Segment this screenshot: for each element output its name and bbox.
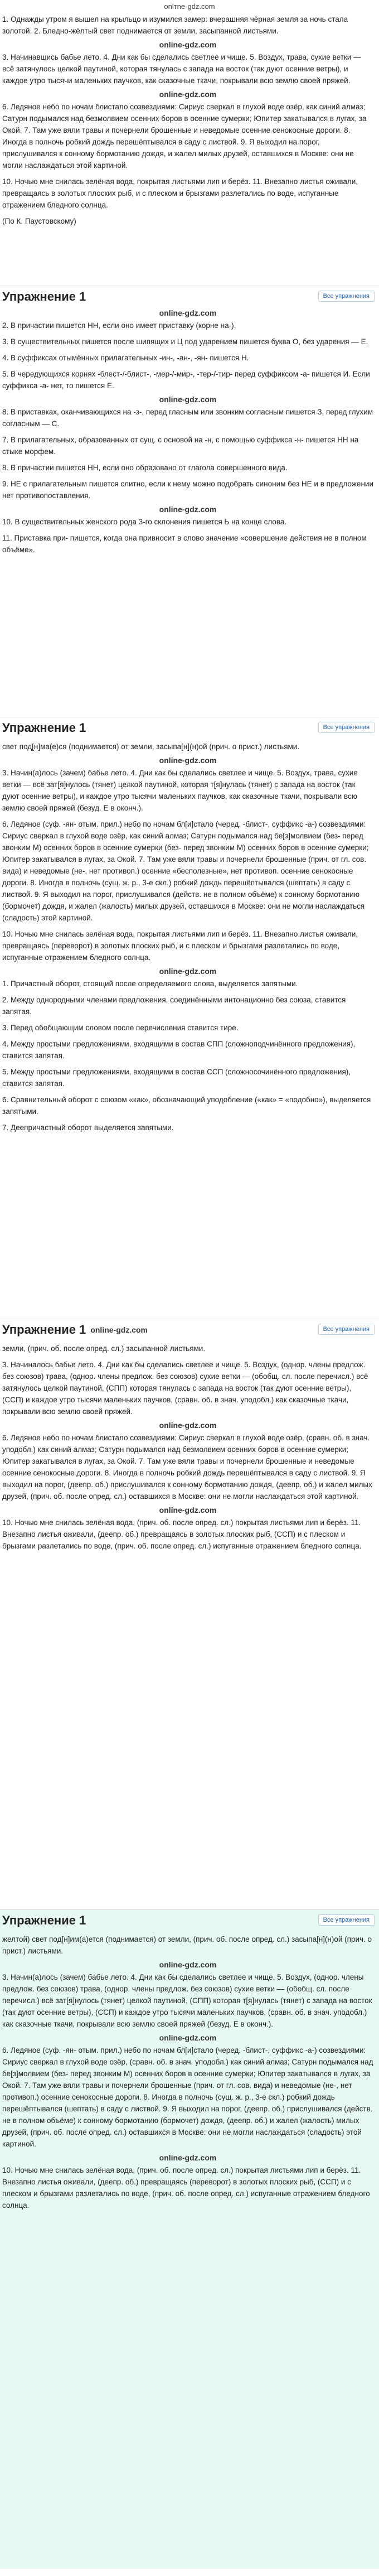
rule-item: 3. Перед обобщающим словом после перечисления ставится тире. [2,1024,239,1032]
watermark: online-gdz.com [159,1421,217,1430]
rule-item: 4. В суффиксах отымённых прилагательных -ин-, -ан-, -ян- пишется Н. [2,354,249,362]
text-paragraph: 10. Ночью мне снилась зелёная вода, (прич. об. после опред. сл.) покрытая листьями лип и берёз. 11. Внезапно листья оживали, (деепр. об.) превращаясь (переворот) в золотых плоских рыб, (ССП) и с плеском и брызгами разлетались по воде, (прич. об. после опред. сл.) испуганные отражением бледного солнца. [2,2166,370,2210]
text-paragraph: 10. Ночью мне снилась зелёная вода, покрытая листьями лип и берёз. 11. Внезапно листья оживали, превращаясь в золотых плоских рыб, и с плеском и брызгами разлетались по воде, испуганные отражением бледного солнца. [2,177,358,209]
rule-item: 6. Сравнительный оборот с союзом «как», обозначающий уподобление («как» = «подобно»), выделяется запятыми. [2,1096,371,1116]
rule-item: 9. НЕ с прилагательным пишется слитно, если к нему можно подобрать синоним без НЕ и в предложении нет противопоставления. [2,480,373,500]
watermark: online-gdz.com [90,1325,148,1334]
rule-item: 4. Между простыми предложениями, входящими в состав СПП (сложноподчинённого предложения), ставится запятая. [2,1040,356,1060]
watermark: online-gdz.com [159,505,217,514]
text-paragraph: 10. Ночью мне снилась зелёная вода, покрытая листьями лип и берёз. 11. Внезапно листья оживали, превращаясь (переворот) в золотых плоских рыб, и с плеском и брызгами разлетались по воде, испуганные отражением бледного солнца. [2,930,358,962]
site-domain-header[interactable]: onlтne-gdz.com [164,2,215,11]
text-paragraph: свет под[н]ма(е)ся (поднимается) от земли, засыпа[н](н)ой (прич. о прист.) листьями. [2,742,300,751]
text-paragraph: желтой) свет под[н]им(а)ется (поднимается) от земли, (прич. об. после опред. сл.) засыпа[н](н)ой (прич. о прист.) листьями. [2,1935,372,1955]
watermark: online-gdz.com [159,395,217,404]
exercise-title: Упражнение 1 [2,721,86,735]
spelling-annotated-panel [0,717,379,1319]
rule-item: 3. В существительных пишется после шипящих и Ц под ударением пишется буква О, без ударения — Е. [2,337,368,346]
watermark: online-gdz.com [159,1506,217,1514]
all-exercises-button[interactable]: Все упражнения [318,1914,375,1926]
punctuation-annotated-panel [0,1319,379,1909]
rule-item: 7. Деепричастный оборот выделяется запятыми. [2,1123,174,1132]
all-exercises-button[interactable]: Все упражнения [318,722,375,733]
exercise-title: Упражнение 1 [2,1323,86,1337]
text-paragraph: 3. Начин(а)лось (зачем) бабье лето. 4. Дни как бы сделались светлее и чище. 5. Воздух, трава, сухие ветки — всё зат[я]нулось (тянет) целкой паутиной, которая т[я]нулась (тянет) с запада на восток (так дуют осенние ветры), и каждое утро тысячи маленьких паучков, как сказочные ткачи, покрывали всю землю своей пряжей (безуд. Е в оконч.). [2,769,358,812]
full-annotated-panel [0,1910,379,2569]
rule-item: 11. Приставка при- пишется, когда она привносит в слово значение «совершение действия не в полном объёме». [2,534,367,554]
exercise-title: Упражнение 1 [2,1913,86,1927]
source-text-panel [0,11,379,286]
text-paragraph: земли, (прич. об. после опред. сл.) засыпанной листьями. [2,1344,206,1353]
text-paragraph: 10. Ночью мне снилась зелёная вода, (прич. об. после опред. сл.) покрытая листьями лип и берёз. 11. Внезапно листья оживали, (деепр. об.) превращаясь в золотых плоских рыб, (ССП) и с плеском и брызгами разлетались по воде, (прич. об. после опред. сл.) испуганные отражением бледного солнца. [2,1518,362,1550]
author-attribution: (По К. Паустовскому) [2,217,76,225]
rules-panel [0,286,379,717]
watermark: online-gdz.com [159,2153,217,2162]
rule-item: 1. Причастный оборот, стоящий после определяемого слова, выделяется запятыми. [2,980,298,988]
text-paragraph: 1. Однажды утром я вышел на крыльцо и изумился замер: вчерашняя чёрная земля за ночь стала золотой. 2. Бледно-жёлтый свет поднимается от земли, засыпанной листьями. [2,15,348,35]
watermark: online-gdz.com [159,40,217,49]
watermark: online-gdz.com [159,308,217,317]
text-paragraph: 3. Начин(а)лось (зачем) бабье лето. 4. Дни как бы сделались светлее и чище. 5. Воздух, (однор. члены предлож. без союзов) трава, (однор. члены предлож. без союзов) сухие ветки — (обобщ. сл. после перечисл.) всё зат[я]нулось (тянет) целкой паутиной, (СПП) которая т[я]нулась (тянет) с запада на восток (так дуют осенние ветры), (ССП) и каждое утро тысячи маленьких паучков, (сравн. об. в знач. уподобл.) как сказочные ткачи, покрывали всю землю своей пряжей (безуд. Е в оконч.). [2,1973,372,2028]
text-paragraph: 6. Ледяное (суф. -ян- отым. прил.) небо по ночам бл[и]стало (черед. -блист-, суффикс -а-) созвездиями: Сириус сверкал в глухой воде озёр, (сравн. об. в знач. уподобл.) как синий алмаз; Сатурн подымался над бе[з]молвием (без- перед звонким М) осенних боров в осенние сумерки; Юпитер закатывался в лугах, за Окой. 7. Там уже вяли травы и почернели брошенные (прич. от гл. сов. вида) и неведомые (не-, нет противоп.) осенние сенокосные дороги. 8. Иногда в полночь (сущ. ж. р., 3-е скл.) робкий дождь перешёптывался (шептать) в саду с листвой. 9. Я выходил на порог, (деепр. об.) прислушивался (действ. не в полном объёме) к сонному бормотанию (бормочет) дождя, (деепр. об.) и жалел (жалость) милых друзей, (прич. об. после опред. сл.) оставшихся в Москве: они не могли наслаждаться (сладость) этой картиной. [2,2046,373,2148]
exercise-title: Упражнение 1 [2,290,86,303]
rule-item: 5. В чередующихся корнях -блест-/-блист-, -мер-/-мир-, -тер-/-тир- перед суффиксом -а- пишется И. Если суффикса -а- нет, то пишется Е. [2,370,370,390]
rule-item: 2. В причастии пишется НН, если оно имеет приставку (корне на-). [2,321,236,330]
watermark: online-gdz.com [159,1960,217,1969]
rule-item: 8. В приставках, оканчивающихся на -з-, перед гласным или звонким согласным пишется З, перед глухим согласным — С. [2,408,373,428]
all-exercises-button[interactable]: Все упражнения [318,291,375,302]
text-paragraph: 6. Ледяное (суф. -ян- отым. прил.) небо по ночам бл[и]стало (черед. -блист-, суффикс -а-) созвездиями: Сириус сверкал в глухой воде озёр, как синий алмаз; Сатурн подымался над бе[з]молвием (без- перед звонким М) осенних боров в осенние сумерки (без- перед звонким М) осенних боров в осенние сумерки; Юпитер закатывался в лугах, за Окой. 7. Там уже вяли травы и почернели брошенные (прич. от гл. сов. вида) и неведомые (не-, нет противоп.) осенние «бесполезные», нет противоп. осенние сенокосные дороги. 8. Иногда в полночь (сущ. ж. р., 3-е скл.) робкий дождь перешёптывался (шептать) в саду с листвой. 9. Я выходил на порог, прислушивался (действ. не в полном объёме) к сонному бормотанию (бормочет) дождя, и жалел (жалость) милых друзей, оставшихся в Москве: они не могли наслаждаться (сладость) этой картиной. [2,820,369,922]
rule-item: 2. Между однородными членами предложения, соединёнными интонационно без союза, ставится запятая. [2,996,346,1016]
watermark: online-gdz.com [159,90,217,99]
rule-item: 10. В существительных женского рода 3-го склонения пишется Ь на конце слова. [2,518,287,526]
watermark: online-gdz.com [159,756,217,765]
text-paragraph: 3. Начиналось бабье лето. 4. Дни как бы сделались светлее и чище. 5. Воздух, (однор. члены предлож. без союзов) трава, (однор. члены предлож. без союзов) сухие ветки — (обобщ. сл. после перечисл.) всё затянулось целкой паутиной, (СПП) которая тянулась с запада на восток (так дуют осенние ветры), (ССП) и каждое утро тысячи маленьких паучков, (сравн. об. в знач. уподобл.) как сказочные ткачи, покрывали всю землю своей пряжей. [2,1361,368,1416]
all-exercises-button[interactable]: Все упражнения [318,1324,375,1335]
text-paragraph: 6. Ледяное небо по ночам блистало созвездиями: Сириус сверкал в глухой воде озёр, (сравн. об. в знач. уподобл.) как синий алмаз; Сатурн подымался над безмолвием осенних боров в осенние сумерки; Юпитер закатывался в лугах, за Окой. 7. Там уже вяли травы и почернели брошенные и неведомые осенние сенокосные дороги. 8. Иногда в полночь робкий дождь перешёптывался в саду с листвой. 9. Я выходил на порог, (деепр. об.) прислушивался к сонному бормотанию дождя, (деепр. об.) и жалел милых друзей, (прич. об. после опред. сл.) оставшихся в Москве: они не могли наслаждаться этой картиной. [2,1434,372,1501]
rule-item: 5. Между простыми предложениями, входящими в состав ССП (сложносочинённого предложения), ставится запятая. [2,1068,351,1088]
watermark: online-gdz.com [159,2033,217,2042]
text-paragraph: 6. Ледяное небо по ночам блистало созвездиями: Сириус сверкал в глухой воде озёр, как синий алмаз; Сатурн подымался над безмолвием осенних боров в осенние сумерки; Юпитер закатывался в лугах, за Окой. 7. Там уже вяли травы и почернели брошенные и неведомые осенние сенокосные дороги. 8. Иногда в полночь робкий дождь перешёптывался в саду с листвой. 9. Я выходил на порог, прислушивался к сонному бормотанию дождя, и жалел милых друзей, оставшихся в Москве: они не могли наслаждаться этой картиной. [2,103,367,170]
watermark: online-gdz.com [159,967,217,976]
rule-item: 8. В причастии пишется НН, если оно образовано от глагола совершенного вида. [2,464,288,472]
rule-item: 7. В прилагательных, образованных от сущ. с основой на -н, с помощью суффикса -н- пишется НН на стыке морфем. [2,436,359,456]
text-paragraph: 3. Начинавшись бабье лето. 4. Дни как бы сделались светлее и чище. 5. Воздух, трава, сухие ветки — всё затянулось целкой паутиной, которая тянулась с запада на восток (так дуют осенние ветры), и каждое утро тысячи маленьких паучков, как сказочные ткачи, покрывали всю землю своей пряжей. [2,53,361,85]
